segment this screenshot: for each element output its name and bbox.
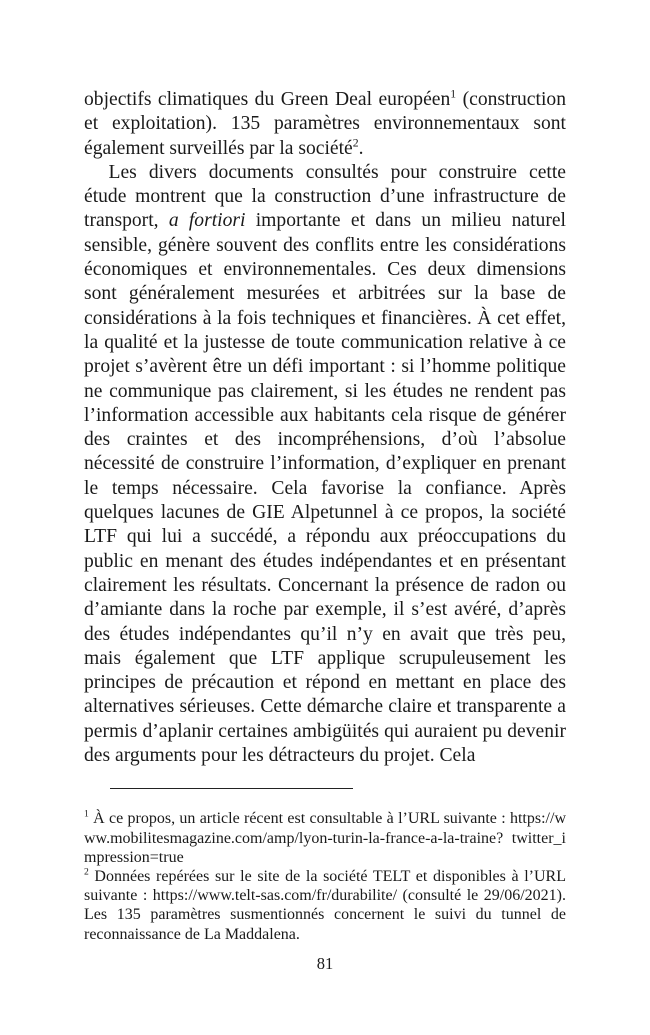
- paragraph-1-text-b: (construction et exploitation). 135 paramètres environnementaux sont également surveillés par la société: [84, 89, 566, 159]
- footnote-2-marker: 2: [84, 866, 89, 878]
- paragraph-main: [84, 161, 566, 768]
- footnote-2-text: Données repérées sur le site de la société TELT et disponibles à l’URL suivante : https://www.telt-sas.com/fr/durabilite/ (consulté le 29/06/2021). Les 135 paramètres susmentionnés concernent le suivi du tunnel de reconnaissance de La Maddalena.: [84, 867, 566, 943]
- paragraph-continued: [84, 88, 566, 161]
- italic-phrase: a fortiori: [168, 210, 246, 232]
- paragraph-2-text-a: Les divers documents consultés pour construire cette étude montrent que la construction d’une infrastructure de transport,: [84, 161, 566, 232]
- paragraph-2-text-b: importante et dans un milieu naturel sensible, génère souvent des conflits entre les considérations économiques et environnementales. Ces deux dimensions sont généralement mesurées et arbitrées sur la base de considérations à la fois techniques et financières. À cet effet, la qualité et la justesse de toute communication relative à ce projet s’avèrent être un défi important : si l’homme politique ne communique pas clairement, si les études ne rendent pas l’information accessible aux habitants cela risque de générer des craintes et des incompréhensions, d’où l’absolue nécessité de construire l’information, d’expliquer en prenant le temps nécessaire. Cela favorise la confiance. Après quelques lacunes de GIE Alpetunnel à ce propos, la société LTF qui lui a succédé, a répondu aux préoccupations du public en menant des études indépendantes et en présentant clairement les résultats. Concernant la présence de radon ou d’amiante dans la roche par exemple, il s’est avéré, d’après des études indépendantes qu’il n’y en avait que très peu, mais également que LTF applique scrupuleusement les principes de précaution et répond en mettant en place des alternatives sérieuses. Cette démarche claire et transparente a permis d’aplanir certaines ambigüités qui auraient pu devenir des arguments pour les détracteurs du projet. Cela: [84, 210, 566, 767]
- body-text: [84, 88, 566, 768]
- footnote-2: [84, 867, 566, 944]
- paragraph-1-text-a: objectifs climatiques du Green Deal européen: [84, 89, 451, 110]
- book-page: [84, 88, 566, 974]
- footnote-separator: [110, 788, 353, 789]
- footnote-ref-1: 1: [450, 87, 457, 101]
- footnote-1: [84, 809, 566, 867]
- paragraph-1-text-c: .: [358, 137, 364, 159]
- footnote-1-marker: 1: [84, 808, 89, 820]
- footnote-1-url: https://www.mobilitesmagazine.com/amp/lyon-turin-la-france-a-la-traine? twitter_impression=true: [84, 810, 566, 866]
- footnote-ref-2: 2: [352, 136, 359, 150]
- page-number: 81: [316, 953, 334, 973]
- footnote-1-text: À ce propos, un article récent est consultable à l’URL suivante :: [88, 810, 510, 828]
- footnotes: [84, 809, 566, 943]
